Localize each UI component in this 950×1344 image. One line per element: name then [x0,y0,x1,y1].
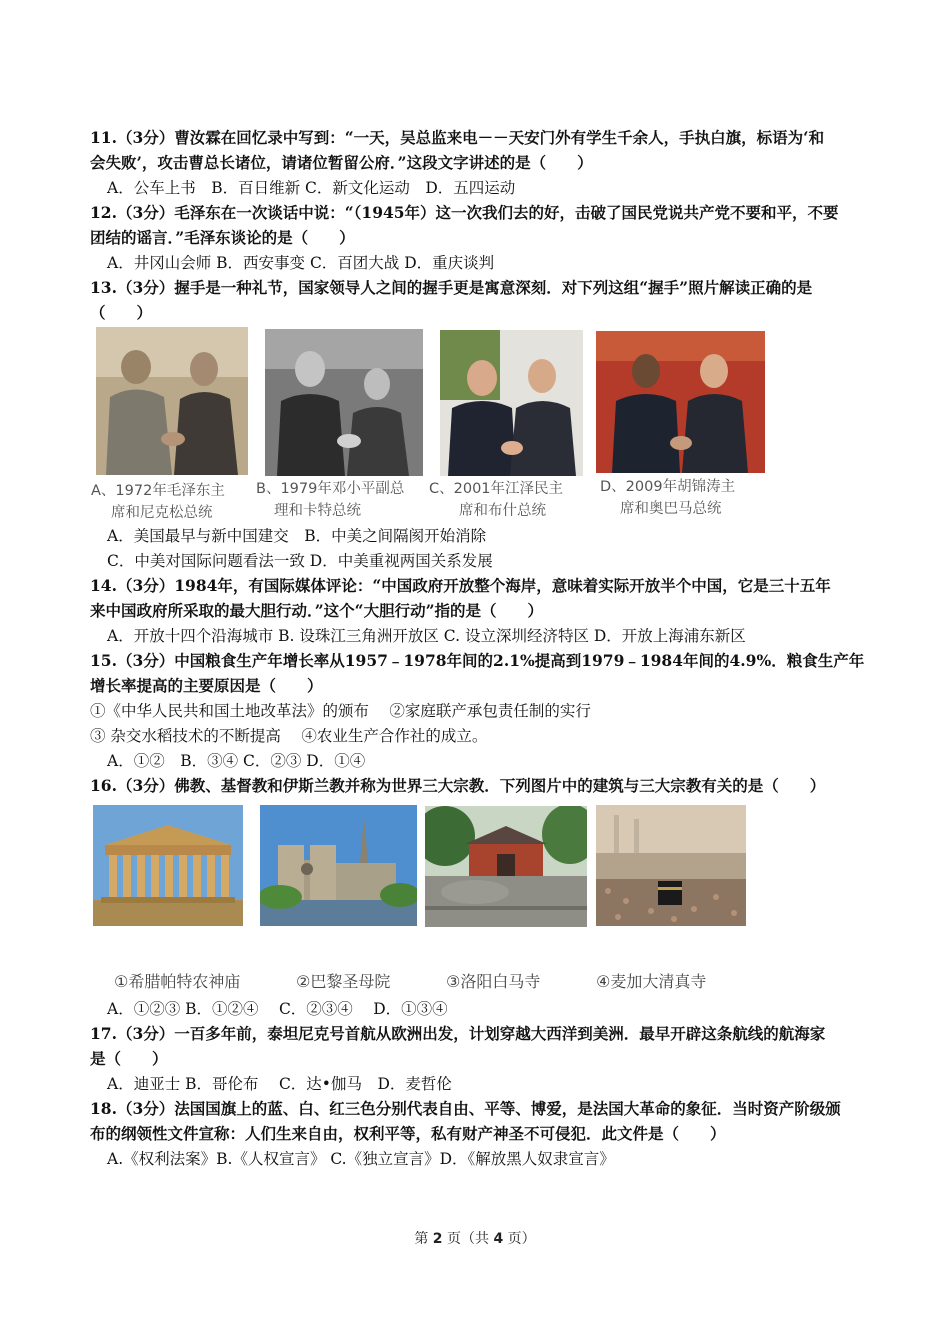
caption-parthenon: ①希腊帕特农神庙 [114,972,241,991]
q16-options: A．①②③ B．①②④ C．②③④ D．①③④ [107,1000,448,1018]
caption-mecca-mosque: ④麦加大清真寺 [596,972,707,991]
q12-stem-line-2: 团结的谣言．”毛泽东谈论的是（ ） [90,228,355,247]
caption-2009-line-2: 席和奥巴马总统 [620,501,722,517]
q18-stem-line-1: 18.（3分）法国国旗上的蓝、白、红三色分别代表自由、平等、博爱，是法国大革命的象征．当时资产阶级颁 [90,1099,841,1118]
page-footer [0,1228,950,1248]
q14-stem-line-2: 来中国政府所采取的最大胆行动．”这个“大胆行动”指的是（ ） [90,601,543,620]
q14-stem-line-1: 14.（3分）1984年，有国际媒体评论：“中国政府开放整个海岸，意味着实际开放半个中国，它是三十五年 [90,576,831,595]
caption-1979-line-1: B、1979年邓小平副总 [256,481,405,497]
q17-stem-line-1: 17.（3分）一百多年前，泰坦尼克号首航从欧洲出发，计划穿越大西洋到美洲．最早开辟这条航线的航海家 [90,1024,826,1043]
q12-stem-line-1: 12.（3分）毛泽东在一次谈话中说：“（1945年）这一次我们去的好，击破了国民党说共产党不要和平，不要 [90,203,839,222]
q13-options-line-2: C．中美对国际问题看法一致 D．中美重视两国关系发展 [107,552,493,570]
caption-2001-line-2: 席和布什总统 [459,503,546,519]
footer-total-pages: 4 [493,1231,504,1247]
caption-1972-line-2: 席和尼克松总统 [111,505,213,521]
q11-options: A．公车上书 B．百日维新 C．新文化运动 D．五四运动 [107,179,516,197]
q17-options: A．迪亚士 B．哥伦布 C．达•伽马 D．麦哲伦 [107,1075,452,1093]
notre-dame-photo [260,805,417,926]
q15-stem-line-2: 增长率提高的主要原因是（ ） [90,676,323,695]
caption-2009-line-1: D、2009年胡锦涛主 [600,479,736,495]
footer-middle: 页（共 [442,1231,494,1247]
mecca-mosque-photo [596,805,746,926]
caption-1979-line-2: 理和卡特总统 [274,503,361,519]
handshake-photo-1972 [96,327,248,475]
q15-stem-line-1: 15.（3分）中国粮食生产年增长率从1957﹣1978年间的2.1%提高到1979﹣1984年间的4.9%．粮食生产年 [90,651,865,670]
q18-options: A.《权利法案》B.《人权宣言》 C.《独立宣言》D．《解放黑人奴隶宣言》 [107,1150,615,1168]
q17-stem-line-2: 是（ ） [90,1049,168,1068]
caption-notre-dame: ②巴黎圣母院 [296,972,391,991]
q15-item-line-2: ③ 杂交水稻技术的不断提高 ④农业生产合作社的成立。 [90,727,488,745]
q15-item-line-1: ①《中华人民共和国土地改革法》的颁布 ②家庭联产承包责任制的实行 [90,702,591,720]
handshake-photo-2009 [596,331,765,473]
caption-1972-line-1: A、1972年毛泽东主 [91,483,225,499]
q13-stem-line-2: （ ） [90,303,153,322]
q15-options: A．①② B．③④ C．②③ D．①④ [107,752,366,770]
caption-2001-line-1: C、2001年江泽民主 [429,481,564,497]
q14-options: A．开放十四个沿海城市 B. 设珠江三角洲开放区 C. 设立深圳经济特区 D．开放上海浦东新区 [107,627,746,645]
handshake-photo-2001 [440,330,583,476]
footer-prefix: 第 [414,1231,433,1247]
caption-white-horse-temple: ③洛阳白马寺 [446,972,541,991]
q11-stem-line-1: 11.（3分）曹汝霖在回忆录中写到：“一天，吴总监来电－－天安门外有学生千余人，手执白旗，标语为‘和 [90,128,825,147]
handshake-photo-1979 [265,329,423,476]
q18-stem-line-2: 布的纲领性文件宣称：人们生来自由，权利平等，私有财产神圣不可侵犯．此文件是（ ） [90,1124,726,1143]
q12-options: A．井冈山会师 B．西安事变 C．百团大战 D．重庆谈判 [107,254,495,272]
q13-options-line-1: A．美国最早与新中国建交 B．中美之间隔阂开始消除 [107,527,487,545]
footer-suffix: 页） [503,1231,536,1247]
footer-page-number: 2 [432,1231,443,1247]
q11-stem-line-2: 会失败’，攻击曹总长诸位，请诸位暂留公府．”这段文字讲述的是（ ） [90,153,593,172]
q16-stem-line-1: 16.（3分）佛教、基督教和伊斯兰教并称为世界三大宗教．下列图片中的建筑与三大宗教有关的是（ ） [90,776,826,795]
parthenon-photo [93,805,243,926]
white-horse-temple-photo [425,806,587,927]
q13-stem-line-1: 13.（3分）握手是一种礼节，国家领导人之间的握手更是寓意深刻．对下列这组“握手”照片解读正确的是 [90,278,813,297]
